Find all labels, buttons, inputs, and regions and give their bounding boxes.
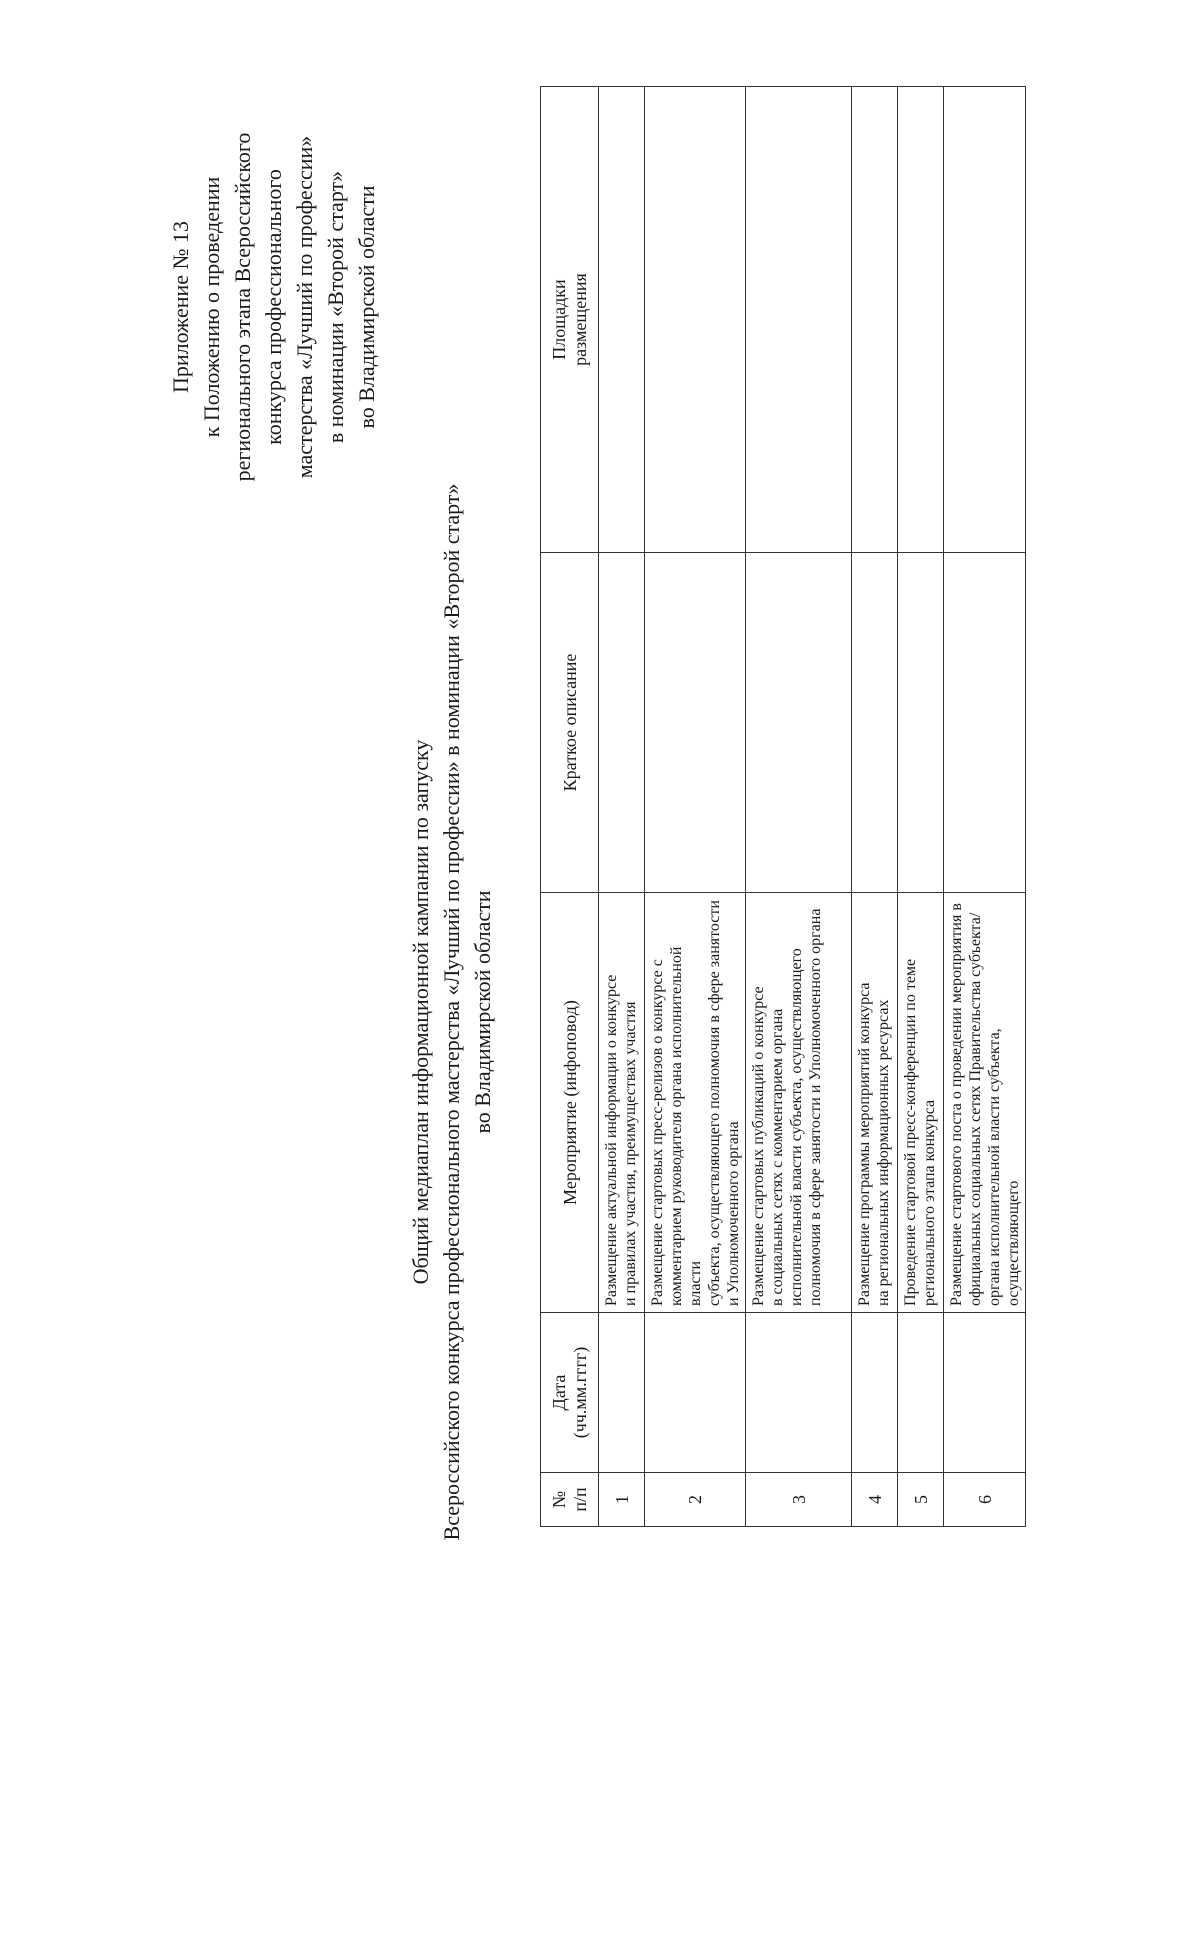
cell-places xyxy=(645,87,746,553)
cell-description xyxy=(645,553,746,893)
table-row xyxy=(746,87,852,1527)
cell-date xyxy=(645,1313,746,1473)
cell-event: Проведение стартовой пресс-конференции по теме регионального этапа конкурса xyxy=(898,893,944,1313)
cell-num: 1 xyxy=(599,1473,645,1527)
cell-description xyxy=(852,553,898,893)
cell-event: Размещение стартовых публикаций о конкурсе в социальных сетях с комментарием органа исполнительной власти субъекта, осуществляющего полномочия в сфере занятости и Уполномоченного органа xyxy=(746,893,852,1313)
cell-event: Размещение стартовых пресс-релизов о конкурсе с комментарием руководителя органа исполнительной власти субъекта, осуществляющего полномочия в сфере занятости и Уполномоченного органа xyxy=(645,893,746,1313)
appendix-line: Приложение № 13 xyxy=(168,220,193,394)
header-description: Краткое описание xyxy=(541,553,599,893)
cell-places xyxy=(852,87,898,553)
header-places: Площадки размещения xyxy=(541,87,599,553)
cell-event: Размещение актуальной информации о конкурсе и правилах участия, преимуществах участия xyxy=(599,893,645,1313)
appendix-line: мастерства «Лучший по профессии» xyxy=(292,135,317,479)
appendix-line: регионального этапа Всероссийского xyxy=(230,132,255,482)
cell-places xyxy=(746,87,852,553)
cell-num: 2 xyxy=(645,1473,746,1527)
cell-description xyxy=(944,553,1026,893)
cell-num: 5 xyxy=(898,1473,944,1527)
appendix-note xyxy=(165,77,382,537)
table-row xyxy=(645,87,746,1527)
cell-places xyxy=(898,87,944,553)
appendix-line: к Положению о проведении xyxy=(199,176,224,438)
table-row xyxy=(852,87,898,1527)
cell-description xyxy=(898,553,944,893)
title-line: во Владимирской области xyxy=(470,890,495,1134)
table-row xyxy=(898,87,944,1527)
cell-description xyxy=(746,553,852,893)
cell-description xyxy=(599,553,645,893)
title-line: Общий медиаплан информационной кампании по запуску xyxy=(408,739,433,1285)
cell-event: Размещение стартового поста о проведении мероприятия в официальных социальных сетях Правительства субъекта/ органа исполнительной власти субъекта, осуществляющего xyxy=(944,893,1026,1313)
document-title xyxy=(405,277,498,1747)
table-row xyxy=(944,87,1026,1527)
media-plan-table xyxy=(540,86,1026,1527)
header-event: Мероприятие (инфоповод) xyxy=(541,893,599,1313)
header-num: № п/п xyxy=(541,1473,599,1527)
appendix-line: в номинации «Второй старт» xyxy=(323,170,348,444)
table-header-row xyxy=(541,87,599,1527)
appendix-line: конкурса профессионального xyxy=(261,169,286,445)
cell-num: 3 xyxy=(746,1473,852,1527)
cell-date xyxy=(852,1313,898,1473)
header-date: Дата (чч.мм.гггг) xyxy=(541,1313,599,1473)
cell-event: Размещение программы мероприятий конкурса на региональных информационных ресурсах xyxy=(852,893,898,1313)
cell-num: 6 xyxy=(944,1473,1026,1527)
cell-date xyxy=(746,1313,852,1473)
cell-date xyxy=(599,1313,645,1473)
cell-num: 4 xyxy=(852,1473,898,1527)
appendix-line: во Владимирской области xyxy=(354,185,379,429)
cell-date xyxy=(944,1313,1026,1473)
table-row xyxy=(599,87,645,1527)
title-line: Всероссийского конкурса профессионального мастерства «Лучший по профессии» в номинации «Второй старт» xyxy=(439,483,464,1541)
cell-places xyxy=(944,87,1026,553)
cell-date xyxy=(898,1313,944,1473)
cell-places xyxy=(599,87,645,553)
